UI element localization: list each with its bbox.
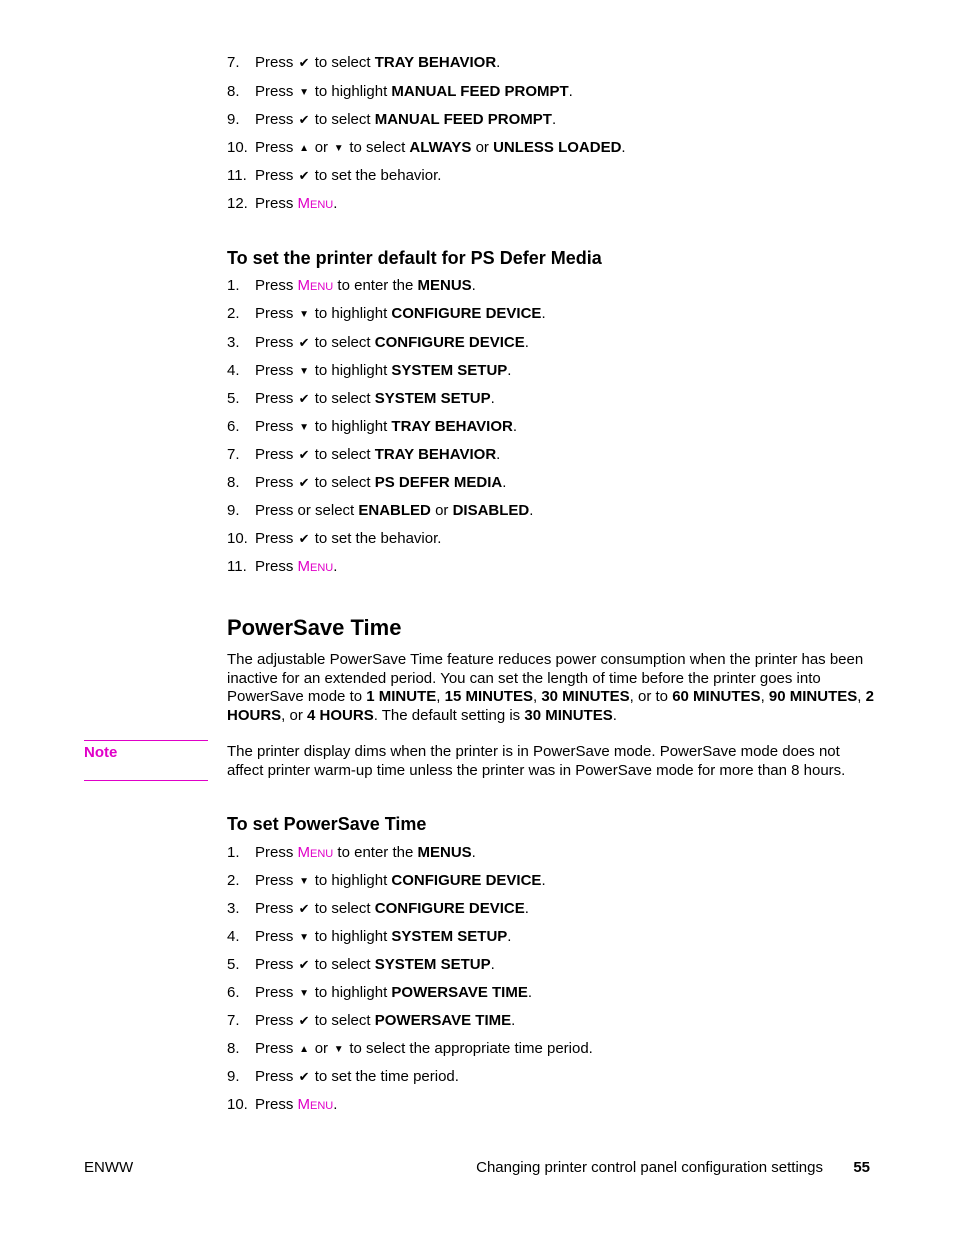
list-item: 8. Press ▲ or ▼ to select the appropriate time period.: [227, 1040, 593, 1057]
down-arrow-icon: ▼: [299, 932, 309, 943]
section-heading: To set PowerSave Time: [227, 814, 427, 834]
checkmark-icon: ✔: [298, 901, 310, 916]
list-item: 10. Press Menu.: [227, 1096, 338, 1113]
menu-button-label: Menu: [297, 195, 334, 212]
body-paragraph: The adjustable PowerSave Time feature reduces power consumption when the printer has been inactive for an extended period. You can set the length of time before the printer goes into PowerSave mode to 1 MINUTE, 15 MINUTES, 30 MINUTES, or to 60 MINUTES, 90 MINUTES, 2 HOURS, or 4 HOURS. The default setting is 30 MINUTES.: [227, 651, 874, 724]
list-item: 8. Press ▼ to highlight MANUAL FEED PROMPT.: [227, 83, 573, 100]
checkmark-icon: ✔: [298, 391, 310, 406]
checkmark-icon: ✔: [298, 1069, 310, 1084]
menu-button-label: Menu: [297, 844, 334, 861]
menu-button-label: Menu: [297, 558, 334, 575]
checkmark-icon: ✔: [298, 55, 310, 70]
note-label: Note: [84, 744, 118, 761]
note-top-rule: [84, 740, 208, 741]
list-item: 7. Press ✔ to select POWERSAVE TIME.: [227, 1012, 516, 1029]
list-item: 4. Press ▼ to highlight SYSTEM SETUP.: [227, 362, 512, 379]
down-arrow-icon: ▼: [299, 422, 309, 433]
list-item: 2. Press ▼ to highlight CONFIGURE DEVICE.: [227, 305, 546, 322]
down-arrow-icon: ▼: [299, 988, 309, 999]
list-item: 3. Press ✔ to select CONFIGURE DEVICE.: [227, 900, 529, 917]
list-item: 7. Press ✔ to select TRAY BEHAVIOR.: [227, 54, 501, 71]
list-item: 6. Press ▼ to highlight POWERSAVE TIME.: [227, 984, 532, 1001]
list-item: 10. Press ▲ or ▼ to select ALWAYS or UNLESS LOADED.: [227, 139, 626, 156]
list-item: 5. Press ✔ to select SYSTEM SETUP.: [227, 956, 495, 973]
list-item: 1. Press Menu to enter the MENUS.: [227, 844, 476, 861]
checkmark-icon: ✔: [298, 957, 310, 972]
list-item: 9. Press or select ENABLED or DISABLED.: [227, 502, 534, 519]
note-text: The printer display dims when the printer is in PowerSave mode. PowerSave mode does not affect printer warm-up time unless the printer was in PowerSave mode for more than 8 hours.: [227, 743, 846, 779]
checkmark-icon: ✔: [298, 447, 310, 462]
list-item: 3. Press ✔ to select CONFIGURE DEVICE.: [227, 334, 529, 351]
down-arrow-icon: ▼: [299, 876, 309, 887]
list-item: 5. Press ✔ to select SYSTEM SETUP.: [227, 390, 495, 407]
section-heading: To set the printer default for PS Defer Media: [227, 248, 602, 268]
list-item: 12. Press Menu.: [227, 195, 338, 212]
list-item: 10. Press ✔ to set the behavior.: [227, 530, 442, 547]
menu-button-label: Menu: [297, 1096, 334, 1113]
list-item: 4. Press ▼ to highlight SYSTEM SETUP.: [227, 928, 512, 945]
checkmark-icon: ✔: [298, 1013, 310, 1028]
list-item: 6. Press ▼ to highlight TRAY BEHAVIOR.: [227, 418, 518, 435]
list-item: 7. Press ✔ to select TRAY BEHAVIOR.: [227, 446, 501, 463]
note-bottom-rule: [84, 780, 208, 781]
up-arrow-icon: ▲: [299, 143, 309, 154]
checkmark-icon: ✔: [298, 475, 310, 490]
down-arrow-icon: ▼: [333, 143, 344, 154]
checkmark-icon: ✔: [298, 112, 310, 127]
footer-doc-id: ENWW: [84, 1159, 134, 1176]
menu-button-label: Menu: [297, 277, 334, 294]
list-item: 1. Press Menu to enter the MENUS.: [227, 277, 476, 294]
page-section-title: PowerSave Time: [227, 615, 402, 640]
page-number: 55: [853, 1159, 870, 1176]
list-item: 9. Press ✔ to set the time period.: [227, 1068, 459, 1085]
down-arrow-icon: ▼: [299, 87, 309, 98]
checkmark-icon: ✔: [298, 168, 310, 183]
up-arrow-icon: ▲: [299, 1044, 309, 1055]
down-arrow-icon: ▼: [333, 1044, 344, 1055]
checkmark-icon: ✔: [298, 335, 310, 350]
list-item: 2. Press ▼ to highlight CONFIGURE DEVICE.: [227, 872, 546, 889]
list-item: 8. Press ✔ to select PS DEFER MEDIA.: [227, 474, 507, 491]
down-arrow-icon: ▼: [299, 366, 309, 377]
list-item: 11. Press Menu.: [227, 558, 338, 575]
list-item: 9. Press ✔ to select MANUAL FEED PROMPT.: [227, 111, 557, 128]
checkmark-icon: ✔: [298, 531, 310, 546]
list-item: 11. Press ✔ to set the behavior.: [227, 167, 442, 184]
down-arrow-icon: ▼: [299, 309, 309, 320]
footer-chapter-title: Changing printer control panel configuration settings: [476, 1159, 823, 1176]
